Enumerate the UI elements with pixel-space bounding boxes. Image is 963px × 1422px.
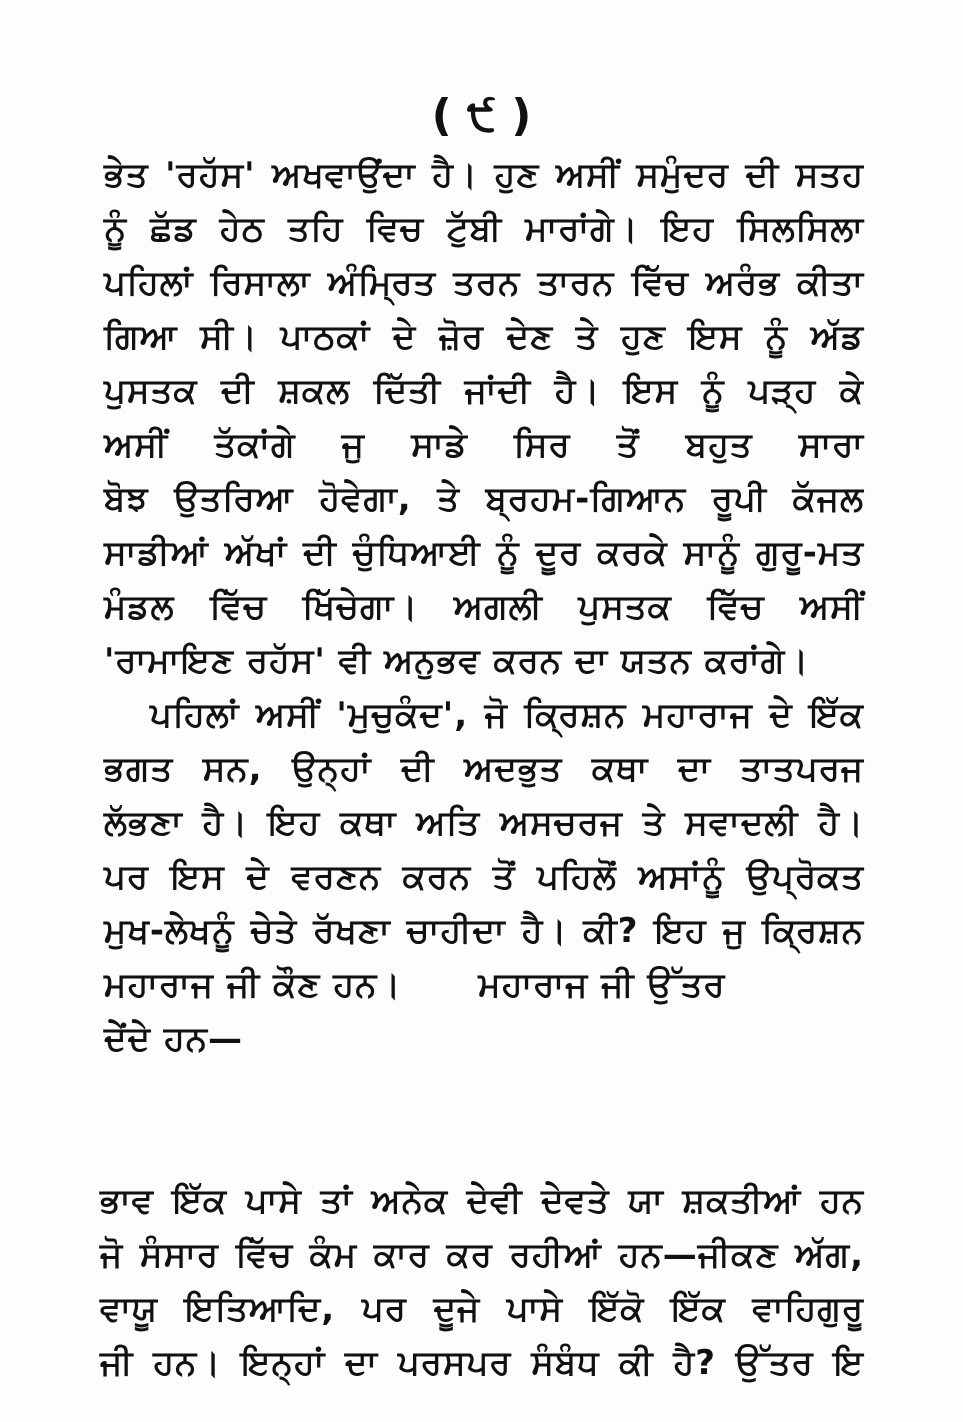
text-line: ਮੰਡਲ ਵਿੱਚ ਖਿੱਚੇਗਾ। ਅਗਲੀ ਪੁਸਤਕ ਵਿੱਚ ਅਸੀਂ xyxy=(104,587,864,627)
verse-line xyxy=(104,1120,864,1174)
text-line: ਮੁਖ-ਲੇਖਨੂੰ ਚੇਤੇ ਰੱਖਣਾ ਚਾਹੀਦਾ ਹੈ। ਕੀ? ਇਹ ਜੁ ਕ੍ਰਿਸ਼ਨ xyxy=(104,911,864,951)
text-line: ਜੋ ਸੰਸਾਰ ਵਿੱਚ ਕੰਮ ਕਾਰ ਕਰ ਰਹੀਆਂ ਹਨ—ਜੀਕਣ ਅੱਗ, xyxy=(100,1235,864,1275)
page-body xyxy=(100,148,864,1390)
text-line: ਪਹਿਲਾਂ ਰਿਸਾਲਾ ਅੰਮ੍ਰਿਤ ਤਰਨ ਤਾਰਨ ਵਿੱਚ ਅਰੰਭ ਕੀਤਾ xyxy=(104,263,864,303)
text-line: ਪਰ ਇਸ ਦੇ ਵਰਣਨ ਕਰਨ ਤੋਂ ਪਹਿਲੋਂ ਅਸਾਂਨੂੰ ਉਪ੍ਰੋਕਤ xyxy=(104,857,864,897)
paragraph-2 xyxy=(104,688,864,1066)
text-line: ਮਹਾਰਾਜ ਜੀ ਕੌਣ ਹਨ। ਮਹਾਰਾਜ ਜੀ ਉੱਤਰ xyxy=(104,965,726,1005)
text-line: ਅਸੀਂ ਤੱਕਾਂਗੇ ਜੁ ਸਾਡੇ ਸਿਰ ਤੋਂ ਬਹੁਤ ਸਾਰਾ xyxy=(104,425,864,465)
paragraph-1 xyxy=(104,148,864,688)
text-line: ਪੁਸਤਕ ਦੀ ਸ਼ਕਲ ਦਿੱਤੀ ਜਾਂਦੀ ਹੈ। ਇਸ ਨੂੰ ਪੜ੍ਹ ਕੇ xyxy=(104,371,864,411)
text-line: ਜੀ ਹਨ। ਇਨ੍ਹਾਂ ਦਾ ਪਰਸਪਰ ਸੰਬੰਧ ਕੀ ਹੈ? ਉੱਤਰ ਇ xyxy=(100,1343,864,1383)
text-line: ਭੇਤ 'ਰਹੱਸ' ਅਖਵਾਉਂਦਾ ਹੈ। ਹੁਣ ਅਸੀਂ ਸਮੁੰਦਰ ਦੀ ਸਤਹ xyxy=(104,155,864,195)
text-line: ਨੂੰ ਛੱਡ ਹੇਠ ਤਹਿ ਵਿਚ ਟੁੱਬੀ ਮਾਰਾਂਗੇ। ਇਹ ਸਿਲਸਿਲਾ xyxy=(104,209,864,249)
paragraph-3 xyxy=(100,1174,864,1390)
verse-line xyxy=(104,1066,864,1120)
text-line: ਬੋਝ ਉਤਰਿਆ ਹੋਵੇਗਾ, ਤੇ ਬ੍ਰਹਮ-ਗਿਆਨ ਰੂਪੀ ਕੱਜਲ xyxy=(104,479,864,519)
page-number: ( ੯ ) xyxy=(431,90,532,141)
text-line: ਭਗਤ ਸਨ, ਉਨ੍ਹਾਂ ਦੀ ਅਦਭੁਤ ਕਥਾ ਦਾ ਤਾਤਪਰਜ xyxy=(104,749,864,789)
text-line: ਵਾਯੂ ਇਤਿਆਦਿ, ਪਰ ਦੂਜੇ ਪਾਸੇ ਇੱਕੋ ਇੱਕ ਵਾਹਿਗੁਰੂ xyxy=(100,1289,864,1329)
text-line: ਗਿਆ ਸੀ। ਪਾਠਕਾਂ ਦੇ ਜ਼ੋਰ ਦੇਣ ਤੇ ਹੁਣ ਇਸ ਨੂੰ ਅੱਡ xyxy=(104,317,864,357)
text-line: ਭਾਵ ਇੱਕ ਪਾਸੇ ਤਾਂ ਅਨੇਕ ਦੇਵੀ ਦੇਵਤੇ ਯਾ ਸ਼ਕਤੀਆਂ ਹਨ xyxy=(100,1181,864,1221)
verse-block xyxy=(104,1066,864,1174)
text-line: ਪਹਿਲਾਂ ਅਸੀਂ 'ਮੁਚੁਕੰਦ', ਜੋ ਕ੍ਰਿਸ਼ਨ ਮਹਾਰਾਜ ਦੇ ਇੱਕ xyxy=(150,695,864,735)
text-line: ਸਾਡੀਆਂ ਅੱਖਾਂ ਦੀ ਚੁੰਧਿਆਈ ਨੂੰ ਦੂਰ ਕਰਕੇ ਸਾਨੂੰ ਗੁਰੂ-ਮਤ xyxy=(104,533,864,573)
text-line: ਲੱਭਣਾ ਹੈ। ਇਹ ਕਥਾ ਅਤਿ ਅਸਚਰਜ ਤੇ ਸਵਾਦਲੀ ਹੈ। xyxy=(104,803,864,843)
text-line: ਦੇਂਦੇ ਹਨ— xyxy=(104,1019,243,1059)
text-line: 'ਰਾਮਾਇਣ ਰਹੱਸ' ਵੀ ਅਨੁਭਵ ਕਰਨ ਦਾ ਯਤਨ ਕਰਾਂਗੇ। xyxy=(104,641,810,681)
